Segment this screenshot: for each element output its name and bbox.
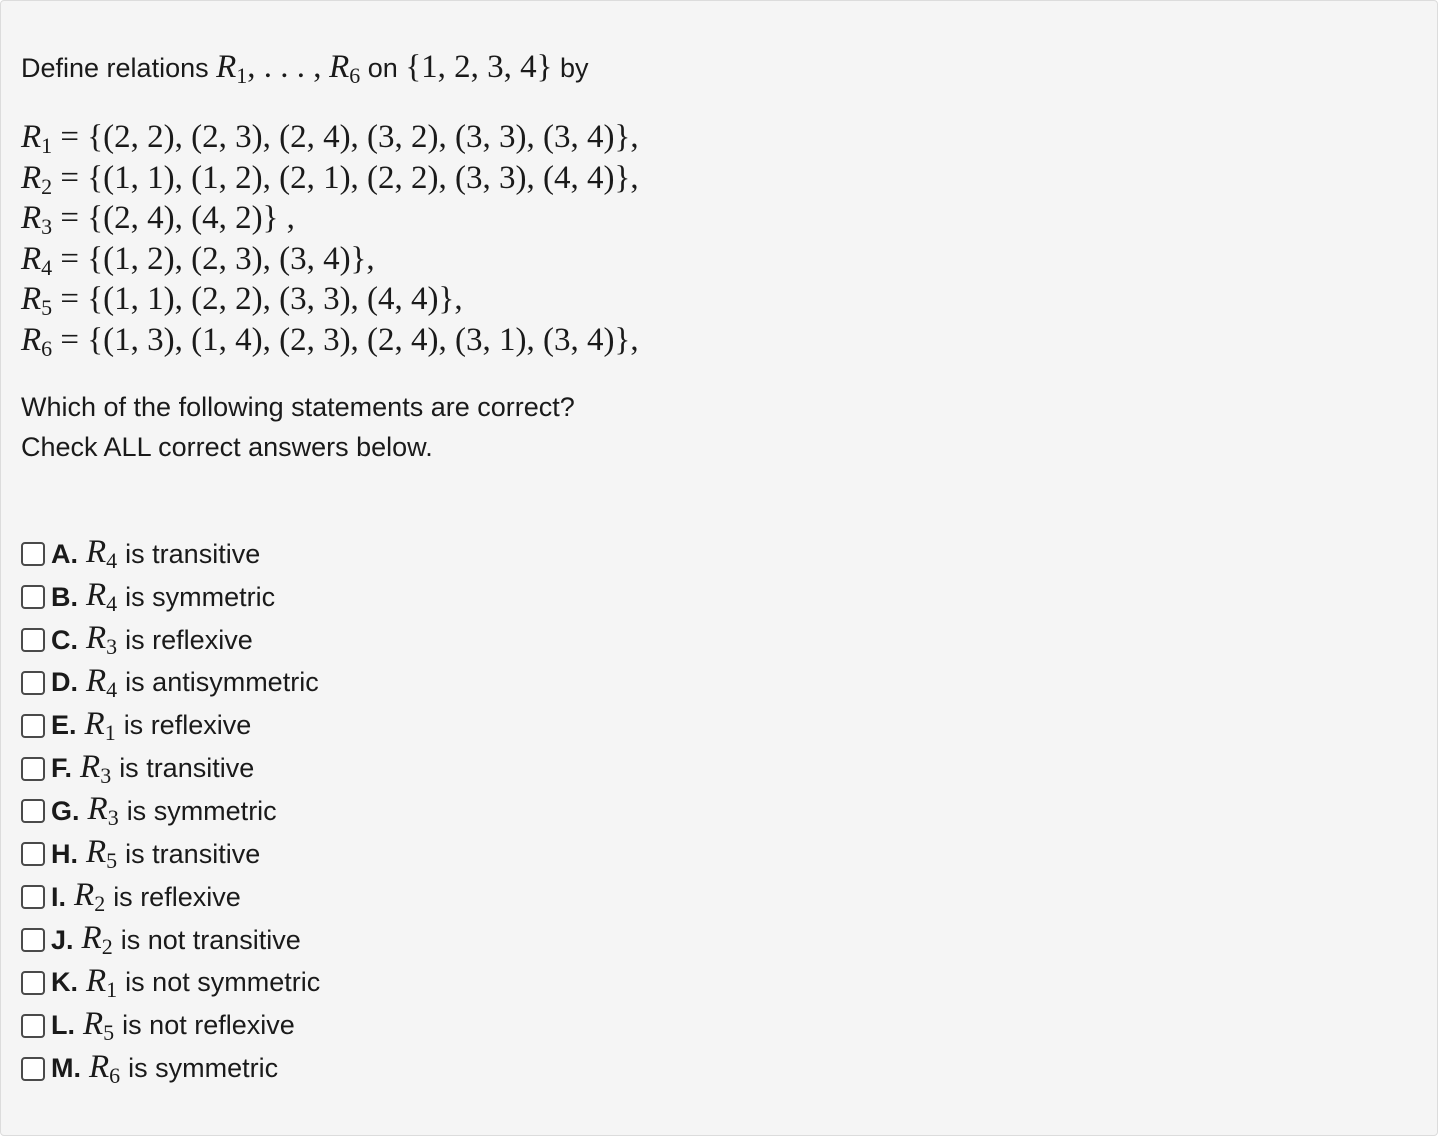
option-m[interactable]: M. $R_6$ is symmetric xyxy=(21,1047,320,1090)
checkbox-i[interactable] xyxy=(21,885,45,909)
question-line-1: Which of the following statements are correct? xyxy=(21,392,575,422)
option-c[interactable]: C. $R_3$ is reflexive xyxy=(21,619,320,662)
option-g[interactable]: G. $R_3$ is symmetric xyxy=(21,790,320,833)
checkbox-b[interactable] xyxy=(21,585,45,609)
relation-row-r4: $R_4 = \{(1$, 2), (2, 3), (3, 4)}, xyxy=(21,240,375,280)
option-b[interactable]: B. $R_4$ is symmetric xyxy=(21,576,320,619)
option-k[interactable]: K. $R_1$ is not symmetric xyxy=(21,961,320,1004)
checkbox-h[interactable] xyxy=(21,842,45,866)
relation-row-r6: $R_6 = \{(1$, 3), (1, 4), (2, 3), (2, 4), (3, 1), (3, 4)}, xyxy=(21,321,639,361)
relation-definitions xyxy=(21,117,639,361)
question-line-2: Check ALL correct answers below. xyxy=(21,432,433,462)
checkbox-f[interactable] xyxy=(21,757,45,781)
relation-row-r1: $R_1 = \{(2$, 2), (2, 3), (2, 4), (3, 2), (3, 3), (3, 4)}, xyxy=(21,119,639,158)
option-i[interactable]: I. $R_2$ is reflexive xyxy=(21,876,320,919)
checkbox-k[interactable] xyxy=(21,971,45,995)
answer-options xyxy=(21,533,320,1090)
checkbox-e[interactable] xyxy=(21,714,45,738)
checkbox-m[interactable] xyxy=(21,1057,45,1081)
checkbox-c[interactable] xyxy=(21,628,45,652)
question-prompt xyxy=(21,387,575,467)
intro-ellipsis: , . . . , xyxy=(247,49,322,85)
option-l[interactable]: L. $R_5$ is not reflexive xyxy=(21,1004,320,1047)
checkbox-d[interactable] xyxy=(21,671,45,695)
relation-row-r2: $R_2 = \{(1$, 1), (1, 2), (2, 1), (2, 2), (3, 3), (4, 4)}, xyxy=(21,159,639,199)
relation-row-r5: $R_5 = \{(1$, 1), (2, 2), (3, 3), (4, 4)}, xyxy=(21,281,463,321)
intro-text xyxy=(21,47,589,96)
option-d[interactable]: D. $R_4$ is antisymmetric xyxy=(21,662,320,705)
option-e[interactable]: E. $R_1$ is reflexive xyxy=(21,704,320,747)
relation-row-r3: $R_3 = \{(2$, 4), (4, 2)} , xyxy=(21,200,295,240)
option-j[interactable]: J. $R_2$ is not transitive xyxy=(21,919,320,962)
intro-on: on xyxy=(367,53,398,83)
option-h[interactable]: H. $R_5$ is transitive xyxy=(21,833,320,876)
intro-r-last: $R_6$ xyxy=(329,49,361,88)
checkbox-g[interactable] xyxy=(21,799,45,823)
intro-set: {1, 2, 3, 4} xyxy=(405,49,553,85)
checkbox-a[interactable] xyxy=(21,542,45,566)
intro-prefix: Define relations xyxy=(21,53,209,83)
option-f[interactable]: F. $R_3$ is transitive xyxy=(21,747,320,790)
intro-by: by xyxy=(560,53,589,83)
checkbox-l[interactable] xyxy=(21,1014,45,1038)
intro-r-first: $R_1$ xyxy=(216,49,248,88)
checkbox-j[interactable] xyxy=(21,928,45,952)
option-a[interactable]: A. $R_4$ is transitive xyxy=(21,533,320,576)
